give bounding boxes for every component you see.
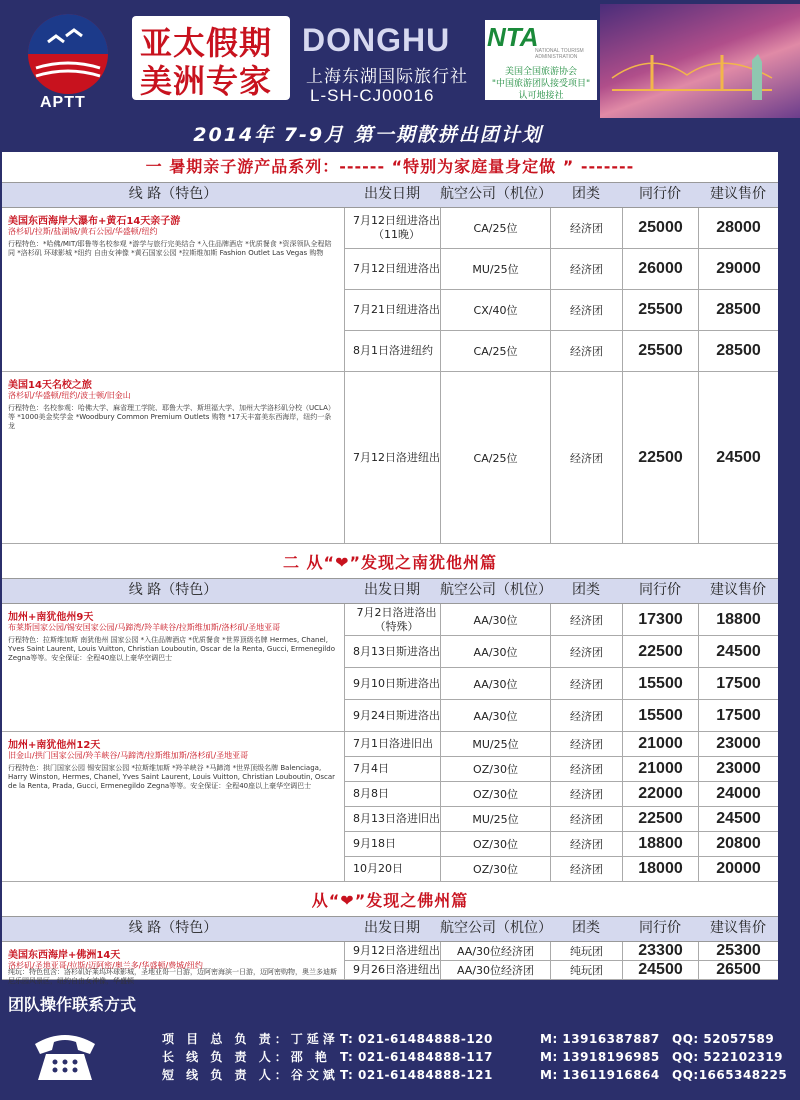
departure-row [344,942,778,961]
route-subtitle: 洛杉矶/拉斯/盐湖城/黄石公园/华盛顿/纽约 [8,227,158,236]
airline-seats: CA/25位 [440,372,550,543]
th-airline: 航空公司（机位） [440,920,552,936]
route-block [2,208,344,372]
departure-date: 9月26日洛进纽出 [344,961,440,979]
departure-date: 7月12日纽进洛出（11晚） [344,208,440,248]
tour-type: 纯玩团 [550,961,622,979]
retail-price: 23000 [698,732,778,756]
contact-mobile: M: 13611916864 [540,1068,660,1082]
peer-price: 17300 [622,604,698,635]
th-retail-price: 建议售价 [710,582,766,598]
nta-text-1: 美国全国旅游协会 [504,67,577,77]
departure-date: 8月13日斯进洛出 [344,636,440,667]
contact-tel: T: 021-61484888-117 [340,1050,493,1064]
tour-type: 经济团 [550,290,622,330]
section-banner-2: 二 从“❤”发现之南犹他州篇 [2,548,778,578]
departure-row [344,636,778,668]
departure-date: 8月1日洛进纽约 [344,331,440,371]
th-type: 团类 [572,920,600,936]
golden-gate-bridge-icon [612,50,772,100]
departure-row [344,832,778,857]
table-header-1 [2,182,778,208]
brand-line-1: 亚太假期 [140,24,273,62]
peer-price: 25000 [622,208,698,248]
section-banner-1: 一 暑期亲子游产品系列：------ “特别为家庭量身定做 ” ------- [2,152,778,182]
nta-text-3: 认可地接社 [518,91,564,101]
tour-type: 经济团 [550,832,622,856]
retail-price: 17500 [698,700,778,731]
route-subtitle: 洛杉矶/华盛顿/纽约/波士顿/旧金山 [8,391,131,400]
th-route: 线 路（特色） [128,582,218,598]
route-block [2,604,344,732]
table-header-3 [2,916,778,942]
contact-mobile: M: 13916387887 [540,1032,660,1046]
route-subtitle: 旧金山/拱门国家公园/羚羊峡谷/马蹄湾/拉斯维加斯/洛杉矶/圣地亚哥 [8,751,249,760]
departure-row [344,372,778,544]
aptt-logo-icon [18,8,118,108]
retail-price: 28500 [698,290,778,330]
departure-row [344,857,778,882]
header [0,0,800,146]
th-retail-price: 建议售价 [710,920,766,936]
airline-seats: CA/25位 [440,208,550,248]
airline-seats: OZ/30位 [440,782,550,806]
brand-box [132,16,290,100]
departure-row [344,331,778,372]
tour-type: 经济团 [550,372,622,543]
tour-type: 经济团 [550,857,622,881]
peer-price: 22000 [622,782,698,806]
th-route: 线 路（特色） [128,186,218,202]
nta-org-name: NATIONAL TOURISM ADMINISTRATION [535,48,584,60]
retail-price: 20800 [698,832,778,856]
peer-price: 24500 [622,961,698,979]
route-title: 加州+南犹他州12天 [8,740,101,751]
license-number: L-SH-CJ00016 [310,86,435,105]
section-banner-3: 从“❤”发现之佛州篇 [2,886,778,916]
airline-seats: AA/30位 [440,700,550,731]
tour-type: 经济团 [550,668,622,699]
route-description: 行程特色：拉斯维加斯 南犹他州 国家公园 *入住品牌酒店 *优质餐食 *世界顶级名牌 Hermes, Chanel, Yves Saint Laurent, Louis Vuitton, Christian Louboutin, Oscar de la Renta, Gucci, Ermenegildo Zegna等等。安全保证：全程40座以上豪华空调巴士 [8,636,335,662]
th-airline: 航空公司（机位） [440,582,552,598]
airline-seats: AA/30位 [440,604,550,635]
route-title: 加州+南犹他州9天 [8,612,94,623]
telephone-icon [30,1026,100,1086]
plan-title: 2014年 7-9月 第一期散拼出团计划 [193,124,543,146]
departure-date: 8月13日洛进旧出 [344,807,440,831]
tour-type: 经济团 [550,208,622,248]
retail-price: 24500 [698,636,778,667]
tour-type: 经济团 [550,604,622,635]
departure-date: 7月1日洛进旧出 [344,732,440,756]
airline-seats: CA/25位 [440,331,550,371]
donghu-logo: DONGHU [302,22,451,58]
contact-role: 短 线 负 责 人：谷文斌 [162,1068,339,1082]
contact-tel: T: 021-61484888-121 [340,1068,493,1082]
contact-role: 长 线 负 责 人：邵 艳 [162,1050,331,1064]
departure-row [344,961,778,980]
route-title: 美国东西海岸+佛洲14天 [8,950,121,961]
airline-seats: AA/30位经济团 [440,942,550,960]
th-peer-price: 同行价 [639,186,681,202]
footer-title: 团队操作联系方式 [8,995,137,1014]
airline-seats: AA/30位 [440,636,550,667]
tour-type: 经济团 [550,700,622,731]
th-date: 出发日期 [364,920,420,936]
retail-price: 28000 [698,208,778,248]
retail-price: 24500 [698,372,778,543]
route-title: 美国14天名校之旅 [8,380,92,391]
peer-price: 21000 [622,757,698,781]
retail-price: 24500 [698,807,778,831]
departure-date: 9月18日 [344,832,440,856]
retail-price: 23000 [698,757,778,781]
retail-price: 28500 [698,331,778,371]
contact-qq: QQ: 522102319 [672,1050,784,1064]
contact-qq: QQ: 52057589 [672,1032,775,1046]
departure-row [344,732,778,757]
departure-date: 7月4日 [344,757,440,781]
retail-price: 24000 [698,782,778,806]
nta-logo: NTA [487,22,539,52]
departure-date: 7月12日纽进洛出 [344,249,440,289]
airline-seats: MU/25位 [440,732,550,756]
tour-type: 经济团 [550,732,622,756]
peer-price: 22500 [622,372,698,543]
table-header-2 [2,578,778,604]
departure-date: 9月10日斯进洛出 [344,668,440,699]
tour-type: 经济团 [550,757,622,781]
route-description: 行程特色：*哈佛/MIT/耶鲁等名校参观 *游学与旅行完美结合 *入住品牌酒店 *优质餐食 *资深领队全程陪同 *洛杉矶 环球影城 *纽约 自由女神像 *黄石国家公园 *拉斯维加斯 Fashion Outlet Las Vegas 购物 [8,240,332,257]
airline-seats: OZ/30位 [440,757,550,781]
donghu-company-name: 上海东湖国际旅行社 [306,67,468,87]
departure-row [344,290,778,331]
airline-seats: AA/30位经济团 [440,961,550,979]
peer-price: 26000 [622,249,698,289]
departure-date: 9月12日洛进纽出 [344,942,440,960]
route-description: 纯玩：特色包含：洛杉矶好莱坞环球影城，圣地亚哥一日游，迈阿密海滨一日游，迈阿密购物，奥兰多迪斯尼乐园风景区，纽约自由女神像，华盛顿 [8,968,337,985]
th-retail-price: 建议售价 [710,186,766,202]
tour-type: 经济团 [550,331,622,371]
departure-date: 9月24日斯进洛出 [344,700,440,731]
route-title: 美国东西海岸大瀑布+黄石14天亲子游 [8,216,181,227]
contact-role: 项 目 总 负 责：丁延泽 [162,1032,339,1046]
departure-row [344,668,778,700]
airline-seats: OZ/30位 [440,832,550,856]
airline-seats: MU/25位 [440,807,550,831]
departure-date: 7月12日洛进纽出 [344,372,440,543]
route-block [2,372,344,544]
peer-price: 18000 [622,857,698,881]
departure-row [344,208,778,249]
route-subtitle: 布莱斯国家公园/锡安国家公园/马蹄湾/羚羊峡谷/拉斯维加斯/洛杉矶/圣地亚哥 [8,623,281,632]
nta-text-2: "中国旅游团队接受项目" [491,79,591,89]
retail-price: 18800 [698,604,778,635]
departure-row [344,757,778,782]
airline-seats: OZ/30位 [440,857,550,881]
departure-row [344,782,778,807]
retail-price: 20000 [698,857,778,881]
brand-line-2: 美洲专家 [140,62,273,100]
contact-row [162,1048,792,1065]
th-date: 出发日期 [364,186,420,202]
route-subtitle: 洛杉矶/圣地亚哥/拉斯/迈阿密/奥兰多/华盛顿/费城/纽约 [8,961,203,970]
airline-seats: MU/25位 [440,249,550,289]
th-peer-price: 同行价 [639,920,681,936]
peer-price: 15500 [622,668,698,699]
departure-row [344,249,778,290]
th-peer-price: 同行价 [639,582,681,598]
th-type: 团类 [572,186,600,202]
tour-type: 经济团 [550,636,622,667]
contact-row [162,1066,792,1083]
peer-price: 25500 [622,290,698,330]
th-type: 团类 [572,582,600,598]
footer [0,990,800,1100]
contact-mobile: M: 13918196985 [540,1050,660,1064]
departure-row [344,700,778,732]
departure-row [344,807,778,832]
itinerary-panel [2,152,778,985]
peer-price: 23300 [622,942,698,960]
th-date: 出发日期 [364,582,420,598]
airline-seats: CX/40位 [440,290,550,330]
airline-seats: AA/30位 [440,668,550,699]
departure-date: 8月8日 [344,782,440,806]
tour-type: 纯玩团 [550,942,622,960]
departure-row [344,604,778,636]
tour-type: 经济团 [550,807,622,831]
contact-row [162,1030,792,1047]
route-description: 行程特色：拱门国家公园 锡安国家公园 *拉斯维加斯 *羚羊峡谷 *马蹄湾 *世界顶级名牌 Balenciaga, Harry Winston, Hermes, Chanel, Yves Saint Laurent, Louis Vuitton, Christian Louboutin, Oscar de la Renta, Prada, Gucci, Ermenegildo Zegna等等。安全保证：全程40座以上豪华空调巴士 [8,764,336,790]
route-block [2,942,344,985]
retail-price: 25300 [698,942,778,960]
retail-price: 26500 [698,961,778,979]
th-airline: 航空公司（机位） [440,186,552,202]
tour-type: 经济团 [550,249,622,289]
departure-date: 7月2日洛进洛出（特殊） [344,604,440,635]
aptt-logo-text: APTT [40,94,86,111]
route-block [2,732,344,882]
peer-price: 22500 [622,807,698,831]
retail-price: 17500 [698,668,778,699]
contact-qq: QQ:1665348225 [672,1068,788,1082]
contact-tel: T: 021-61484888-120 [340,1032,493,1046]
peer-price: 18800 [622,832,698,856]
tour-type: 经济团 [550,782,622,806]
departure-date: 10月20日 [344,857,440,881]
retail-price: 29000 [698,249,778,289]
departure-date: 7月21日纽进洛出 [344,290,440,330]
th-route: 线 路（特色） [128,920,218,936]
nta-badge [485,20,597,100]
peer-price: 25500 [622,331,698,371]
peer-price: 22500 [622,636,698,667]
peer-price: 21000 [622,732,698,756]
peer-price: 15500 [622,700,698,731]
route-description: 行程特色：名校参观：哈佛大学、麻省理工学院、耶鲁大学、斯坦福大学、加州大学洛杉矶分校（UCLA）等 *1000美金奖学金 *Woodbury Common Premium Outlets 购物 *17天丰富美东西海岸，纽约一条龙 [8,404,335,430]
